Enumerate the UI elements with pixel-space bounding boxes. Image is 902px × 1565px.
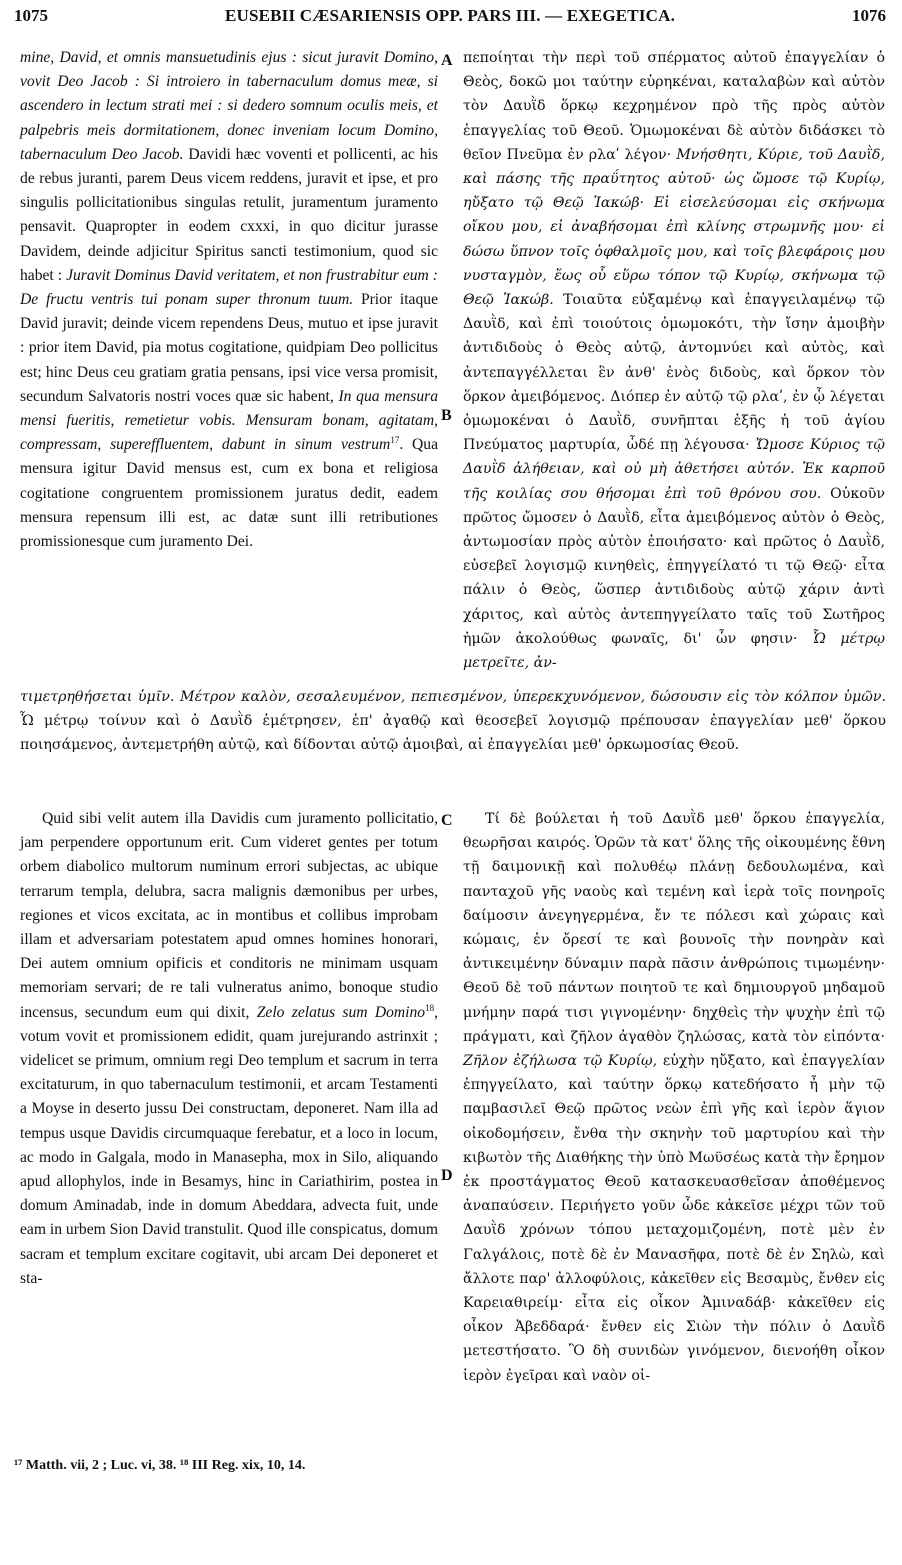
section-marker-b: B <box>441 407 452 424</box>
greek-quote-zeal: Ζῆλον ἐζήλωσα τῷ Κυρίῳ, <box>463 1053 658 1070</box>
section-marker-d: D <box>441 1167 453 1184</box>
latin-text: Davidi hæc voventi et pollicenti, ac his de rebus juranti, parem Deus vicem reddens, juravit et ipse, et pro singulis pollicitationibus singulas retulit, juramentum juramento pensavit. Quapropter in eodem cxxxi, in quo dicitur jurasse Davidem, deinde adjicitur Spiritus sancti testimonium, quod sic habet : <box>20 145 439 284</box>
section-marker-a: A <box>441 52 453 69</box>
latin-column-upper <box>20 46 438 554</box>
latin-quote-zeal: Zelo zelatus sum Domino <box>256 1003 426 1021</box>
greek-text: Ὧ μέτρῳ τοίνυν καὶ ὁ Δαυῒδ ἐμέτρησεν, ἐπ' ἀγαθῷ καὶ θεοσεβεῖ λογισμῷ πρέπουσαν ἐπαγγελίαν μεθ' ὅρκου ποιησάμενος, ἀντεμετρήθη αὐτῷ, καὶ δίδονται αὐτῷ ἀμοιβαὶ, αἱ ἐπαγγελίαι μεθ' ὁρκωμοσίας Θεοῦ. <box>20 713 886 754</box>
running-title: EUSEBII CÆSARIENSIS OPP. PARS III. — EXEGETICA. <box>224 6 676 25</box>
latin-quote-psalm: mine, David, et omnis mansuetudinis ejus : sicut juravit Domino, vovit Deo Jacob : Si introiero in tabernaculum domus meæ, si ascendero in lectum strati mei : si dedero somnum oculis meis, et palpebris meis dormitationem, donec inveniam locum Domino, tabernaculum Deo Jacob. <box>20 49 438 163</box>
greek-text: Τί δὲ βούλεται ἡ τοῦ Δαυῒδ μεθ' ὅρκου ἐπαγγελία, θεωρῆσαι καιρός. Ὁρῶν τὰ κατ' ὅλης τῆς οἰκουμένης ἔθνη τῇ δαιμονικῇ καὶ πολυθέῳ πλάνῃ δεδουλωμένα, καὶ πανταχοῦ γῆς ναοὺς καὶ τεμένη καὶ ἱερὰ τοῖς πονηροῖς δαίμοσιν ἀνεγηγερμένα, ἔν τε πόλεσι καὶ χώραις καὶ κώμαις, ἐν ὄρεσί τε καὶ βουνοῖς τὴν πονηρὰν καὶ ἀντικειμένην δύναμιν παρὰ πᾶσιν ἀνθρώποις τιμωμένην· Θεοῦ δὲ τοῦ πάντων ποιητοῦ τε καὶ δημιουργοῦ μηδαμοῦ μνήμην παρά τισι γιγνομένην· δηχθεὶς τὴν ψυχὴν ἐπὶ τῷ πράγματι, καὶ ζῆλον ἀγαθὸν ζηλώσας, κατὰ τὸν εἰπόντα· <box>463 811 885 1045</box>
greek-text: Τοιαῦτα εὐξαμένῳ καὶ ἐπαγγειλαμένῳ τῷ Δαυῒδ, καὶ ἐπὶ τοιούτοις ὀμωμοκότι, τὴν ἴσην ἀμοιβὴν ἀντιδιδοὺς ὁ Θεὸς αὐτῷ, ἀντομνύει καὶ αὐτὸς, καὶ ἀντεπαγγέλλεται ἓν ἀνθ' ἑνὸς διδοὺς, καὶ ὅρκον τὸν ὅρκον ἀμειβόμενος. Διόπερ ἐν αὐτῷ τῷ ρλαʹ, ἐν ᾧ λέγεται ὁμωμοκέναι ὁ Δαυῒδ, συνῆπται ἑξῆς ἡ τοῦ ἁγίου Πνεύματος μαρτυρία, ὧδέ πῃ λέγουσα· <box>463 292 885 454</box>
latin-quote-oath: Juravit Dominus David veritatem, et non frustrabitur eum : De fructu ventris tui ponam super thronum tuum. <box>20 266 438 309</box>
latin-text: Quid sibi velit autem illa Davidis cum juramento pollicitatio, jam perpendere opportunum erit. Cum videret gentes per totum orbem diabolico multorum numinum errori subjectas, ac ubique terrarum templa, delubra, sacra malignis dæmonibus per urbes, regiones et vicos excitata, ac in montibus et collibus improbam illam et adversariam potestatem apud omnes homines honorari, Dei autem omnium opificis et conditoris ne minimam usquam memoriam servari; de re tali vulneratus animo, bonoque studio incensus, secundum eum qui dixit, <box>20 810 438 1021</box>
section-marker-c: C <box>441 812 453 829</box>
greek-text: πεποίηται τὴν περὶ τοῦ σπέρματος αὐτοῦ ἐπαγγελίαν ὁ Θεὸς, δοκῶ μοι ταύτην εὑρηκέναι, καταλαβὼν καὶ αὐτὸν τὸν Δαυῒδ ὅρκῳ κεχρημένον πρὸ τῆς πρὸς αὐτὸν ἐπαγγελίας τοῦ Θεοῦ. Ὁμωμοκέναι δὲ αὐτὸν διδάσκει τὸ θεῖον Πνεῦμα ἐν ρλαʹ λέγον· <box>463 50 885 163</box>
running-header <box>14 6 886 32</box>
latin-text: , votum vovit et promissionem edidit, quam jurejurando astrinxit ; videlicet se primum, omnium regi Deo templum et sacrum in terra excitaturum, in quo tabernaculum testimonii, et arcam Testamenti a Moyse in deserto jussu Dei constructam, deponeret. Nam illa ad tempus usque Davidis circumquaque ferebatur, et a loco in locum, ac modo in Galgala, modo in Manasepha, mox in Silo, aliquando apud allophylos, inde in Besamys, hinc in Cariathirim, postea in domum Aminadab, inde in domum Abeddara, advecta fuit, unde eam in urbem Sion David transtulit. Quod ille conspicatus, domum sacram et templum excitare cogitavit, ubi arcam Dei deponeret et sta- <box>20 1003 439 1287</box>
greek-column-lower <box>463 807 885 1388</box>
page-number-right: 1076 <box>852 6 886 25</box>
footnote-ref-17: 17 <box>390 435 400 446</box>
greek-quote-measure: Ὧ μέτρῳ μετρεῖτε, ἀν- <box>463 630 885 672</box>
latin-column-lower <box>20 807 438 1291</box>
latin-paragraph-1 <box>20 46 438 554</box>
greek-column-upper <box>463 46 885 675</box>
greek-paragraph-1 <box>463 46 885 675</box>
footnotes: ¹⁷ Matth. vii, 2 ; Luc. vi, 38. ¹⁸ III Reg. xix, 10, 14. <box>14 1458 306 1473</box>
greek-text: Οὐκοῦν πρῶτος ὤμοσεν ὁ Δαυῒδ, εἶτα ἀμειβόμενος αὐτὸν ὁ Θεὸς, ἀντωμοσίαν πρὸς αὐτὸν ἐποιήσατο· καὶ πρῶτος ὁ Δαυῒδ, εὐσεβεῖ λογισμῷ κινηθεὶς, ἐπηγγείλατό τι τῷ Θεῷ· εἶτα πάλιν ὁ Θεὸς, ὥσπερ ἀντιδιδοὺς αὐτῷ χάριν ἀντὶ χάριτος, καὶ αὐτὸς ἀντεπηγγείλατο ταῖς τοῦ Σωτῆρος ἡμῶν ἀκολούθως φωναῖς, δι' ὧν φησιν· <box>463 485 885 647</box>
latin-text: Prior itaque David juravit; deinde vicem rependens Deus, mutuo et ipse juravit : prior item David, pia motus cogitatione, quidpiam Deo pollicitus est; hinc Deus ceu gratiam gratia pensans, ipsi vice versa promisit, secundum Salvatoris nostri voces quæ sic habent, <box>20 291 438 405</box>
greek-paragraph-2 <box>463 807 885 1388</box>
greek-quote-oath: Ὤμοσε Κύριος τῷ Δαυῒδ ἀλήθειαν, καὶ οὐ μὴ ἀθετήσει αὐτόν. Ἐκ καρποῦ τῆς κοιλίας σου θήσομαι ἐπὶ τοῦ θρόνου σου. <box>463 437 885 502</box>
greek-text: εὐχὴν ηὔξατο, καὶ ἐπαγγελίαν ἐπηγγείλατο, καὶ ταύτην ὅρκῳ κατεδήσατο ἦ μὴν τῷ παμβασιλεῖ Θεῷ πρῶτος νεὼν ἐπὶ γῆς καὶ ἱερὸν ἅγιον οἰκοδομήσειν, ἔνθα τὴν σκηνὴν τοῦ μαρτυρίου καὶ τὴν κιβωτὸν τῆς Διαθήκης τὴν ὑπὸ Μωϋσέως κατὰ τὴν ἔρημον ἐκ προστάγματος Θεοῦ κατασκευασθεῖσαν ἀποθέμενος ἀναπαύσειν. Περιήγετο γοῦν ὧδε κἀκεῖσε μέχρι τῶν τοῦ Δαυῒδ χρόνων τόπου μεταχομιζομένη, ποτὲ μὲν ἐν Γαλγάλοις, ποτὲ δὲ ἐν Μανασῆφα, ποτὲ δὲ ἐν Σηλὼ, καὶ ἄλλοτε παρ' ἀλλοφύλοις, κἀκεῖθεν εἰς Βεσαμὺς, ἔνθεν εἰς Καρειαθιρείμ· εἶτα εἰς οἶκον Ἀμιναδάβ· κἀκεῖθεν εἰς οἶκον Ἀβεδδαρά· ἔνθεν εἰς Σιὼν τὴν πόλιν ὁ Δαυῒδ μετεστήσατο. Ὃ δὴ συνιδὼν γινόμενον, διενοήθη οἶκον ἱερὸν ἐγεῖραι καὶ ναὸν οἰ- <box>463 1053 885 1384</box>
greek-fullwidth-continuation <box>20 685 886 758</box>
footnote-ref-18: 18 <box>425 1002 435 1013</box>
latin-quote-measure: In qua mensura mensi fueritis, remetietur vobis. Mensuram bonam, agitatam, compressam, supereffluentem, dabunt in sinum vestrum <box>20 387 438 454</box>
greek-quote-measure-cont: τιμετρηθήσεται ὑμῖν. Μέτρον καλὸν, σεσαλευμένον, πεπιεσμένον, ὑπερεκχυνόμενον, δώσουσιν εἰς τὸν κόλπον ὑμῶν. <box>20 689 886 705</box>
latin-paragraph-2 <box>20 807 438 1291</box>
latin-text: . Qua mensura igitur David mensus est, cum ex bona et religiosa cogitatione congruentem promissionem juratus dedit, eadem mensura repensum illi est, ac datæ sunt illi retributiones promissionesque cum juramento Dei. <box>20 436 438 551</box>
greek-quote-psalm: Μνήσθητι, Κύριε, τοῦ Δαυῒδ, καὶ πάσης τῆς πραΰτητος αὐτοῦ· ὡς ὤμοσε τῷ Κυρίῳ, ηὔξατο τῷ Θεῷ Ἰακώβ· Εἰ εἰσελεύσομαι εἰς σκήνωμα οἴκου μου, εἰ ἀναβήσομαι ἐπὶ κλίνης στρωμνῆς μου· εἰ δώσω ὕπνον τοῖς ὀφθαλμοῖς μου, καὶ τοῖς βλεφάροις μου νυσταγμὸν, ἕως οὗ εὕρω τόπον τῷ Κυρίῳ, σκήνωμα τῷ Θεῷ Ἰακώβ. <box>463 146 885 309</box>
page-number-left: 1075 <box>14 6 48 25</box>
